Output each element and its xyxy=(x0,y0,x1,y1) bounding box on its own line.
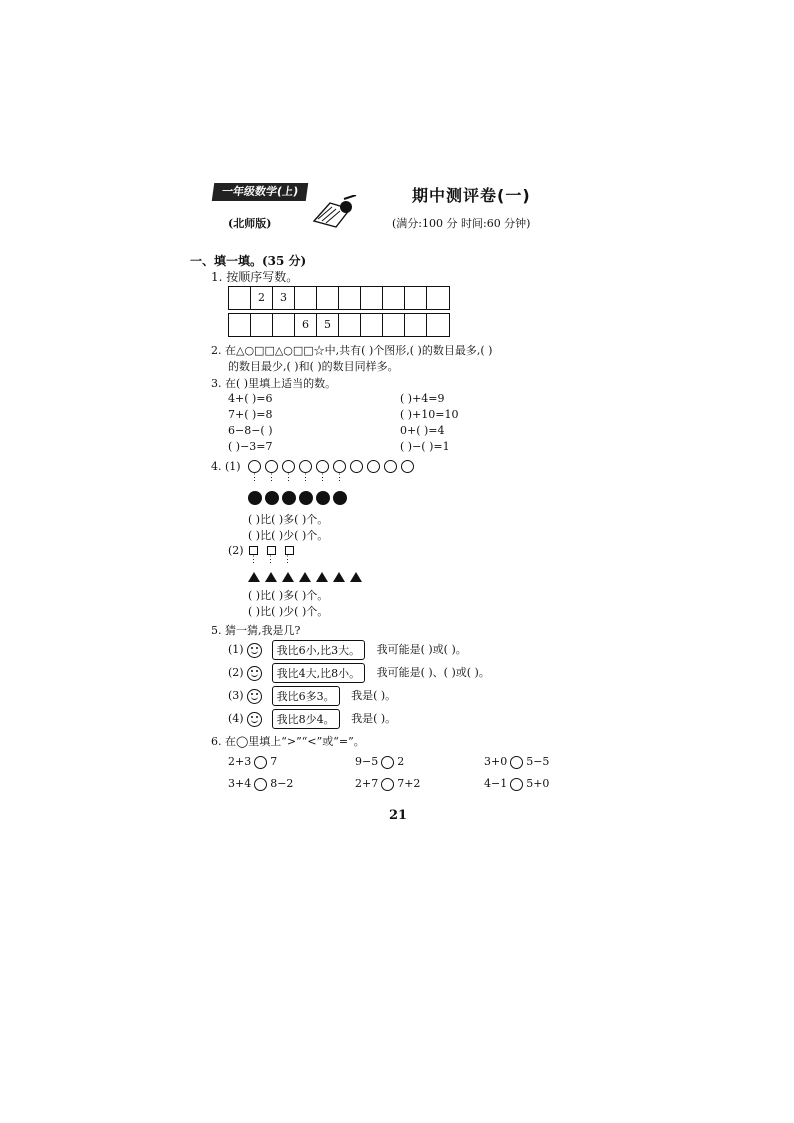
grid-cell[interactable] xyxy=(251,314,273,336)
open-circle xyxy=(299,460,312,473)
grid-cell[interactable] xyxy=(427,314,449,336)
filled-circle xyxy=(333,491,347,505)
connector-dots: ⋮ ⋮ ⋮ xyxy=(249,555,292,565)
speech-bubble: 我比6多3。 xyxy=(272,686,340,706)
expr-right: 2 xyxy=(397,755,405,768)
compare-circle[interactable] xyxy=(254,756,267,769)
smiley-face-icon xyxy=(247,666,262,681)
expr-right: 5−5 xyxy=(526,755,550,768)
q4-label-2: (2) xyxy=(228,544,244,557)
open-circle xyxy=(282,460,295,473)
open-circle xyxy=(333,460,346,473)
compare-item xyxy=(355,755,404,769)
triangle xyxy=(333,572,345,582)
expr-right: 5+0 xyxy=(526,777,550,790)
q4-answer[interactable]: ( )比( )少( )个。 xyxy=(248,605,329,618)
q5-answer[interactable]: 我是( )。 xyxy=(351,689,397,702)
grid-cell[interactable]: 5 xyxy=(317,314,339,336)
score-time-info: (满分:100 分 时间:60 分钟) xyxy=(392,217,531,230)
open-circle xyxy=(384,460,397,473)
q5-answer[interactable]: 我可能是( )或( )。 xyxy=(376,643,467,656)
grid-cell[interactable]: 2 xyxy=(251,287,273,309)
speech-bubble: 我比4大,比8小。 xyxy=(272,663,366,683)
filled-circle-row xyxy=(248,491,347,505)
q3-eq[interactable]: ( )−( )=1 xyxy=(400,440,450,453)
expr-left: 4−1 xyxy=(484,777,508,790)
triangle xyxy=(265,572,277,582)
q5-item xyxy=(228,709,396,729)
grid-cell[interactable] xyxy=(361,287,383,309)
item-number: (3) xyxy=(228,689,244,702)
q3-eq[interactable]: 6−8−( ) xyxy=(228,424,273,437)
grid-cell[interactable] xyxy=(273,314,295,336)
q5-item xyxy=(228,663,490,683)
q4-label-1: 4. (1) xyxy=(211,460,241,473)
q3-eq[interactable]: ( )+10=10 xyxy=(400,408,459,421)
q4-answer[interactable]: ( )比( )多( )个。 xyxy=(248,589,329,602)
compare-circle[interactable] xyxy=(510,756,523,769)
smiley-face-icon xyxy=(247,643,262,658)
grade-badge: 一年级数学(上) xyxy=(212,183,309,201)
grid-cell[interactable] xyxy=(295,287,317,309)
grid-cell[interactable]: 6 xyxy=(295,314,317,336)
filled-circle xyxy=(299,491,313,505)
compare-circle[interactable] xyxy=(381,778,394,791)
speech-bubble: 我比8少4。 xyxy=(272,709,340,729)
book-pencil-icon xyxy=(310,195,358,229)
compare-item xyxy=(228,755,277,769)
compare-item xyxy=(355,777,420,791)
open-circle xyxy=(401,460,414,473)
square xyxy=(249,546,258,555)
grid-cell[interactable] xyxy=(383,287,405,309)
q3-label: 3. 在( )里填上适当的数。 xyxy=(211,377,337,390)
compare-item xyxy=(484,755,549,769)
expr-right: 7 xyxy=(270,755,278,768)
speech-bubble: 我比6小,比3大。 xyxy=(272,640,366,660)
compare-circle[interactable] xyxy=(254,778,267,791)
compare-item xyxy=(484,777,549,791)
connector-dots: ⋮ ⋮ ⋮ ⋮ ⋮ ⋮ xyxy=(250,473,344,483)
q3-eq[interactable]: ( )−3=7 xyxy=(228,440,273,453)
number-grid-1 xyxy=(228,286,450,310)
expr-left: 9−5 xyxy=(355,755,379,768)
square xyxy=(285,546,294,555)
compare-circle[interactable] xyxy=(381,756,394,769)
q6-label: 6. 在◯里填上“>”“<”或“=”。 xyxy=(211,735,365,748)
edition-label: (北师版) xyxy=(228,217,272,230)
square-row xyxy=(249,546,294,555)
grid-cell[interactable] xyxy=(317,287,339,309)
triangle xyxy=(316,572,328,582)
page-title: 期中测评卷(一) xyxy=(412,186,531,205)
triangle-row xyxy=(248,572,362,582)
page-number: 21 xyxy=(389,808,408,823)
grid-cell[interactable] xyxy=(361,314,383,336)
grid-cell[interactable] xyxy=(229,287,251,309)
filled-circle xyxy=(282,491,296,505)
grid-cell[interactable] xyxy=(383,314,405,336)
item-number: (2) xyxy=(228,666,244,679)
filled-circle xyxy=(248,491,262,505)
number-grid-2 xyxy=(228,313,450,337)
q5-item xyxy=(228,640,467,660)
q2-line2: 的数目最少,( )和( )的数目同样多。 xyxy=(228,360,399,373)
compare-item xyxy=(228,777,293,791)
expr-right: 7+2 xyxy=(397,777,421,790)
open-circle xyxy=(350,460,363,473)
q3-eq[interactable]: 4+( )=6 xyxy=(228,392,273,405)
grid-cell[interactable]: 3 xyxy=(273,287,295,309)
grid-cell[interactable] xyxy=(339,314,361,336)
smiley-face-icon xyxy=(247,712,262,727)
q3-eq[interactable]: 0+( )=4 xyxy=(400,424,445,437)
item-number: (1) xyxy=(228,643,244,656)
triangle xyxy=(282,572,294,582)
q4-answer[interactable]: ( )比( )多( )个。 xyxy=(248,513,329,526)
q5-item xyxy=(228,686,396,706)
square xyxy=(267,546,276,555)
grid-cell[interactable] xyxy=(427,287,449,309)
grid-cell[interactable] xyxy=(405,287,427,309)
expr-left: 3+4 xyxy=(228,777,252,790)
filled-circle xyxy=(316,491,330,505)
q1-label: 1. 按顺序写数。 xyxy=(211,270,299,284)
open-circle xyxy=(367,460,380,473)
q5-label: 5. 猜一猜,我是几? xyxy=(211,624,301,637)
expr-left: 3+0 xyxy=(484,755,508,768)
q5-answer[interactable]: 我可能是( )、( )或( )。 xyxy=(376,666,490,679)
grid-cell[interactable] xyxy=(405,314,427,336)
filled-circle xyxy=(265,491,279,505)
triangle xyxy=(299,572,311,582)
q3-eq[interactable]: ( )+4=9 xyxy=(400,392,445,405)
open-circle xyxy=(316,460,329,473)
open-circle xyxy=(248,460,261,473)
expr-left: 2+7 xyxy=(355,777,379,790)
open-circle xyxy=(265,460,278,473)
smiley-face-icon xyxy=(247,689,262,704)
open-circle-row xyxy=(248,460,414,473)
q2-line1: 2. 在△○□□△○□□☆中,共有( )个图形,( )的数目最多,( ) xyxy=(211,344,493,357)
triangle xyxy=(350,572,362,582)
section-heading: 一、填一填。(35 分) xyxy=(190,254,307,268)
q4-answer[interactable]: ( )比( )少( )个。 xyxy=(248,529,329,542)
q3-eq[interactable]: 7+( )=8 xyxy=(228,408,273,421)
grid-cell[interactable] xyxy=(339,287,361,309)
expr-right: 8−2 xyxy=(270,777,294,790)
compare-circle[interactable] xyxy=(510,778,523,791)
triangle xyxy=(248,572,260,582)
q5-answer[interactable]: 我是( )。 xyxy=(351,712,397,725)
grid-cell[interactable] xyxy=(229,314,251,336)
item-number: (4) xyxy=(228,712,244,725)
expr-left: 2+3 xyxy=(228,755,252,768)
